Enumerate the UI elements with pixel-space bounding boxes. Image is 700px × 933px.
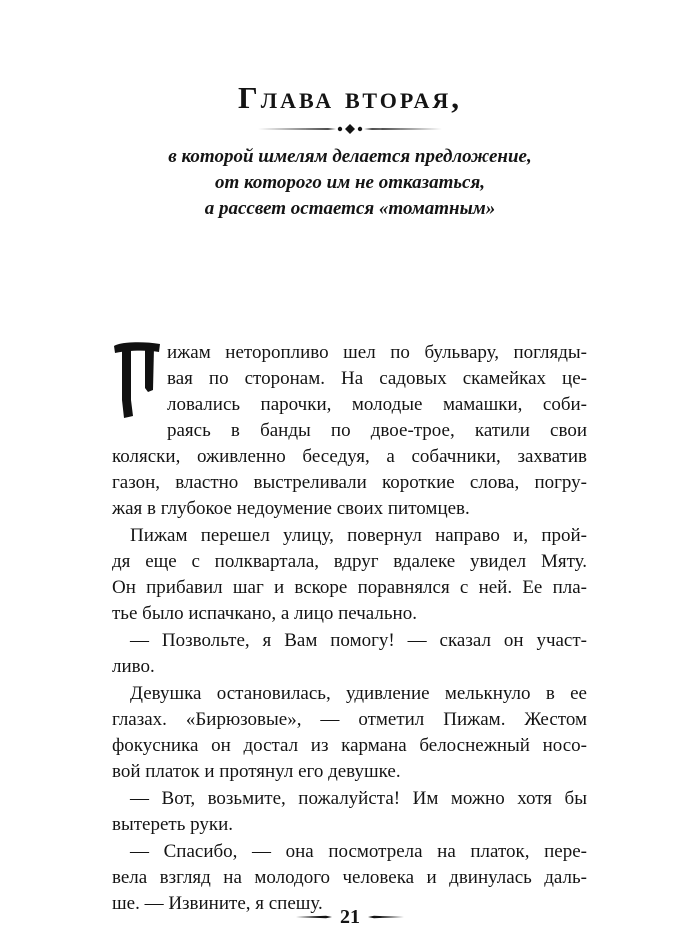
text-line: раясь в банды по двое-трое, катили свои xyxy=(167,420,587,441)
text-line: коляски, оживленно беседуя, а собачники, захватив xyxy=(112,446,587,467)
text-line: дя еще с полквартала, вдруг вдалеке увидел Мяту. xyxy=(112,551,587,572)
text-line: ижам неторопливо шел по бульвару, погляды- xyxy=(167,342,587,363)
folio-dash-left-icon xyxy=(296,912,332,922)
page-footer xyxy=(0,905,700,929)
chapter-subtitle xyxy=(0,144,700,222)
text-line: — Вот, возьмите, пожалуйста! Им можно хотя бы xyxy=(130,788,587,809)
text-line: Он прибавил шаг и вскоре поравнялся с ней. Ее пла- xyxy=(112,577,587,598)
dropcap-letter xyxy=(112,340,162,420)
text-line: газон, властно выстреливали короткие слова, погру- xyxy=(112,472,587,493)
text-line: жая в глубокое недоумение своих питомцев. xyxy=(112,498,470,519)
text-line: глазах. «Бирюзовые», — отметил Пижам. Жестом xyxy=(112,709,587,730)
subtitle-line: а рассвет остается «томатным» xyxy=(204,198,496,219)
text-line: ше. — Извините, я спешу. xyxy=(112,893,323,914)
text-line: вой платок и протянул его девушке. xyxy=(112,761,401,782)
text-line: ливо. xyxy=(112,656,155,677)
text-line: Девушка остановилась, удивление мелькнуло в ее xyxy=(130,683,587,704)
chapter-title: Глава вторая, xyxy=(238,80,462,115)
text-line: вая по сторонам. На садовых скамейках це- xyxy=(167,368,587,389)
text-line: вела взгляд на молодого человека и двинулась даль- xyxy=(112,867,587,888)
text-line: фокусника он достал из кармана белоснежный носо- xyxy=(112,735,587,756)
folio-dash-right-icon xyxy=(368,912,404,922)
subtitle-line: в которой шмелям делается предложение, xyxy=(168,146,532,167)
text-line: тье было испачкано, а лицо печально. xyxy=(112,603,417,624)
page-number: 21 xyxy=(340,905,360,928)
text-line: вытереть руки. xyxy=(112,814,234,835)
text-line: Пижам перешел улицу, повернул направо и, прой- xyxy=(130,525,587,546)
ornament-divider-icon xyxy=(258,122,442,136)
text-line: — Позвольте, я Вам помогу! — сказал он участ- xyxy=(130,630,587,651)
text-line: ловались парочки, молодые мамашки, соби- xyxy=(167,394,587,415)
subtitle-line: от которого им не отказаться, xyxy=(214,172,486,193)
text-line: — Спасибо, — она посмотрела на платок, пере- xyxy=(130,841,587,862)
